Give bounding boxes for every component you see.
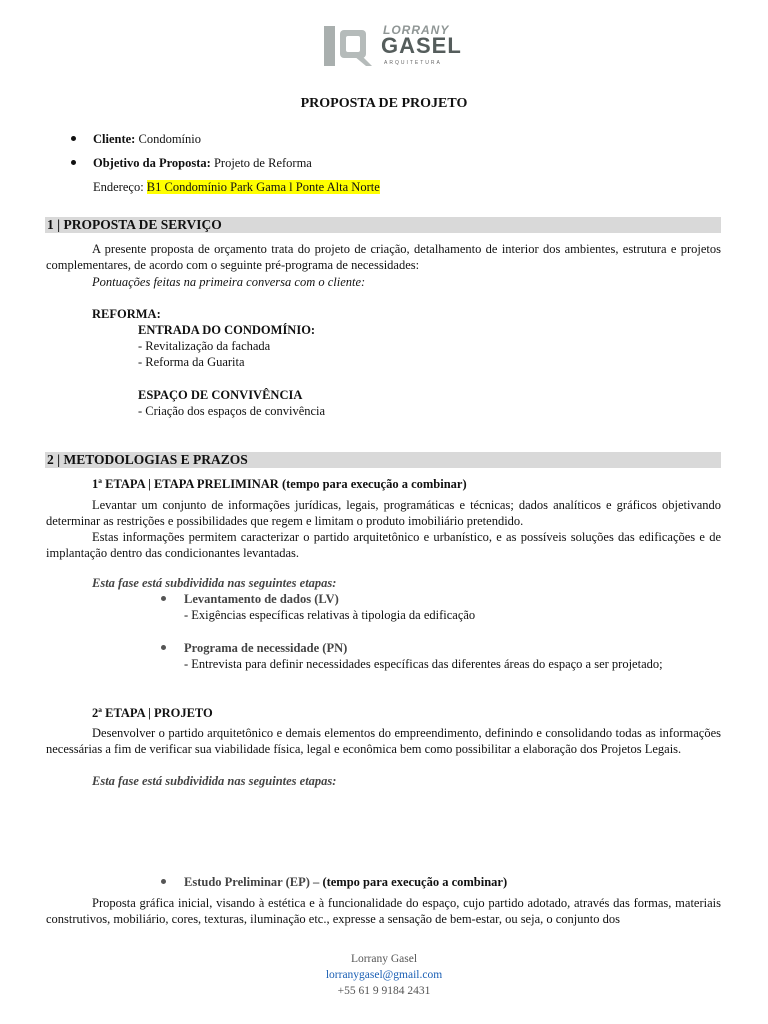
- estudo-preliminar-title: Estudo Preliminar (EP) –: [184, 875, 320, 889]
- bullet-icon: [161, 879, 166, 884]
- section-1-title: 1 | PROPOSTA DE SERVIÇO: [45, 217, 721, 233]
- espaco-item: - Criação dos espaços de convivência: [138, 404, 326, 418]
- etapa-1-item-title: Programa de necessidade (PN): [184, 641, 348, 655]
- section-1-note: Pontuações feitas na primeira conversa com o cliente:: [92, 275, 366, 289]
- bullet-icon: [161, 645, 166, 650]
- objective-line: [93, 155, 312, 171]
- footer-email-line: [0, 968, 768, 982]
- address-line: [93, 179, 380, 195]
- estudo-preliminar-time: (tempo para execução a combinar): [322, 875, 508, 889]
- section-1-intro: A presente proposta de orçamento trata do projeto de criação, detalhamento de interior dos ambientes, estrutura e projetos complementares, de acordo com o seguinte pré-programa de necessidades:: [46, 242, 721, 273]
- footer-email-link[interactable]: lorranygasel@gmail.com: [325, 969, 443, 981]
- logo-mark-icon: [324, 26, 372, 66]
- objective-value: Projeto de Reforma: [213, 156, 312, 170]
- bullet-icon: [161, 596, 166, 601]
- etapa-2-title: 2ª ETAPA | PROJETO: [92, 706, 213, 720]
- section-2-title: 2 | METODOLOGIAS E PRAZOS: [45, 452, 721, 468]
- bullet-icon: [71, 136, 76, 141]
- footer-phone: +55 61 9 9184 2431: [337, 985, 431, 997]
- etapa-1-item-desc: - Entrevista para definir necessidades específicas das diferentes áreas do espaço a ser projetado;: [184, 657, 663, 671]
- logo-top-text: LORRANY: [383, 23, 450, 37]
- estudo-preliminar-line: [184, 874, 507, 890]
- client-line: [93, 131, 201, 147]
- address-label: Endereço:: [93, 180, 144, 194]
- etapa-2-paragraph-1: Desenvolver o partido arquitetônico e demais elementos do empreendimento, definindo e consolidando todas as informações necessárias a fim de verificar sua viabilidade física, legal e econômica bem como possibilitar a elaboração dos Projetos Legais.: [46, 726, 721, 757]
- entrada-heading: ENTRADA DO CONDOMÍNIO:: [138, 323, 316, 337]
- footer-name: Lorrany Gasel: [350, 953, 418, 965]
- etapa-1-title: 1ª ETAPA | ETAPA PRELIMINAR (tempo para execução a combinar): [92, 477, 467, 491]
- page-title: PROPOSTA DE PROJETO: [300, 96, 468, 111]
- etapa-2-phase-note: Esta fase está subdividida nas seguintes etapas:: [92, 774, 337, 788]
- entrada-item: - Reforma da Guarita: [138, 355, 245, 369]
- etapa-1-phase-note: Esta fase está subdividida nas seguintes etapas:: [92, 576, 337, 590]
- etapa-1-item-title: Levantamento de dados (LV): [184, 592, 339, 606]
- entrada-item: - Revitalização da fachada: [138, 339, 271, 353]
- espaco-heading: ESPAÇO DE CONVIVÊNCIA: [138, 388, 303, 402]
- logo-main-text: GASEL: [381, 33, 462, 58]
- client-value: Condomínio: [138, 132, 201, 146]
- bullet-icon: [71, 160, 76, 165]
- etapa-1-paragraph-1: Levantar um conjunto de informações jurídicas, legais, programáticas e técnicas; dados analíticos e gráficos objetivando determinar as restrições e possibilidades que regem e limitam o produto imobiliário pretendido.: [46, 498, 721, 529]
- etapa-1-paragraph-2: Estas informações permitem caracterizar o partido arquitetônico e urbanístico, e as possíveis soluções das edificações e de implantação dentro das condicionantes levantadas.: [46, 530, 721, 561]
- estudo-preliminar-text: Proposta gráfica inicial, visando à estética e à funcionalidade do espaço, cujo partido adotado, através das formas, materiais construtivos, mobiliário, cores, texturas, iluminação etc., expresse a sensação de bem-estar, ou seja, o conjunto dos: [46, 896, 721, 927]
- client-label: Cliente:: [93, 132, 136, 146]
- logo-sub-text: ARQUITETURA: [384, 60, 442, 66]
- address-value: B1 Condomínio Park Gama l Ponte Alta Norte: [146, 180, 380, 194]
- reforma-heading: REFORMA:: [92, 307, 161, 321]
- objective-label: Objetivo da Proposta:: [93, 156, 211, 170]
- etapa-1-item-desc: - Exigências específicas relativas à tipologia da edificação: [184, 608, 476, 622]
